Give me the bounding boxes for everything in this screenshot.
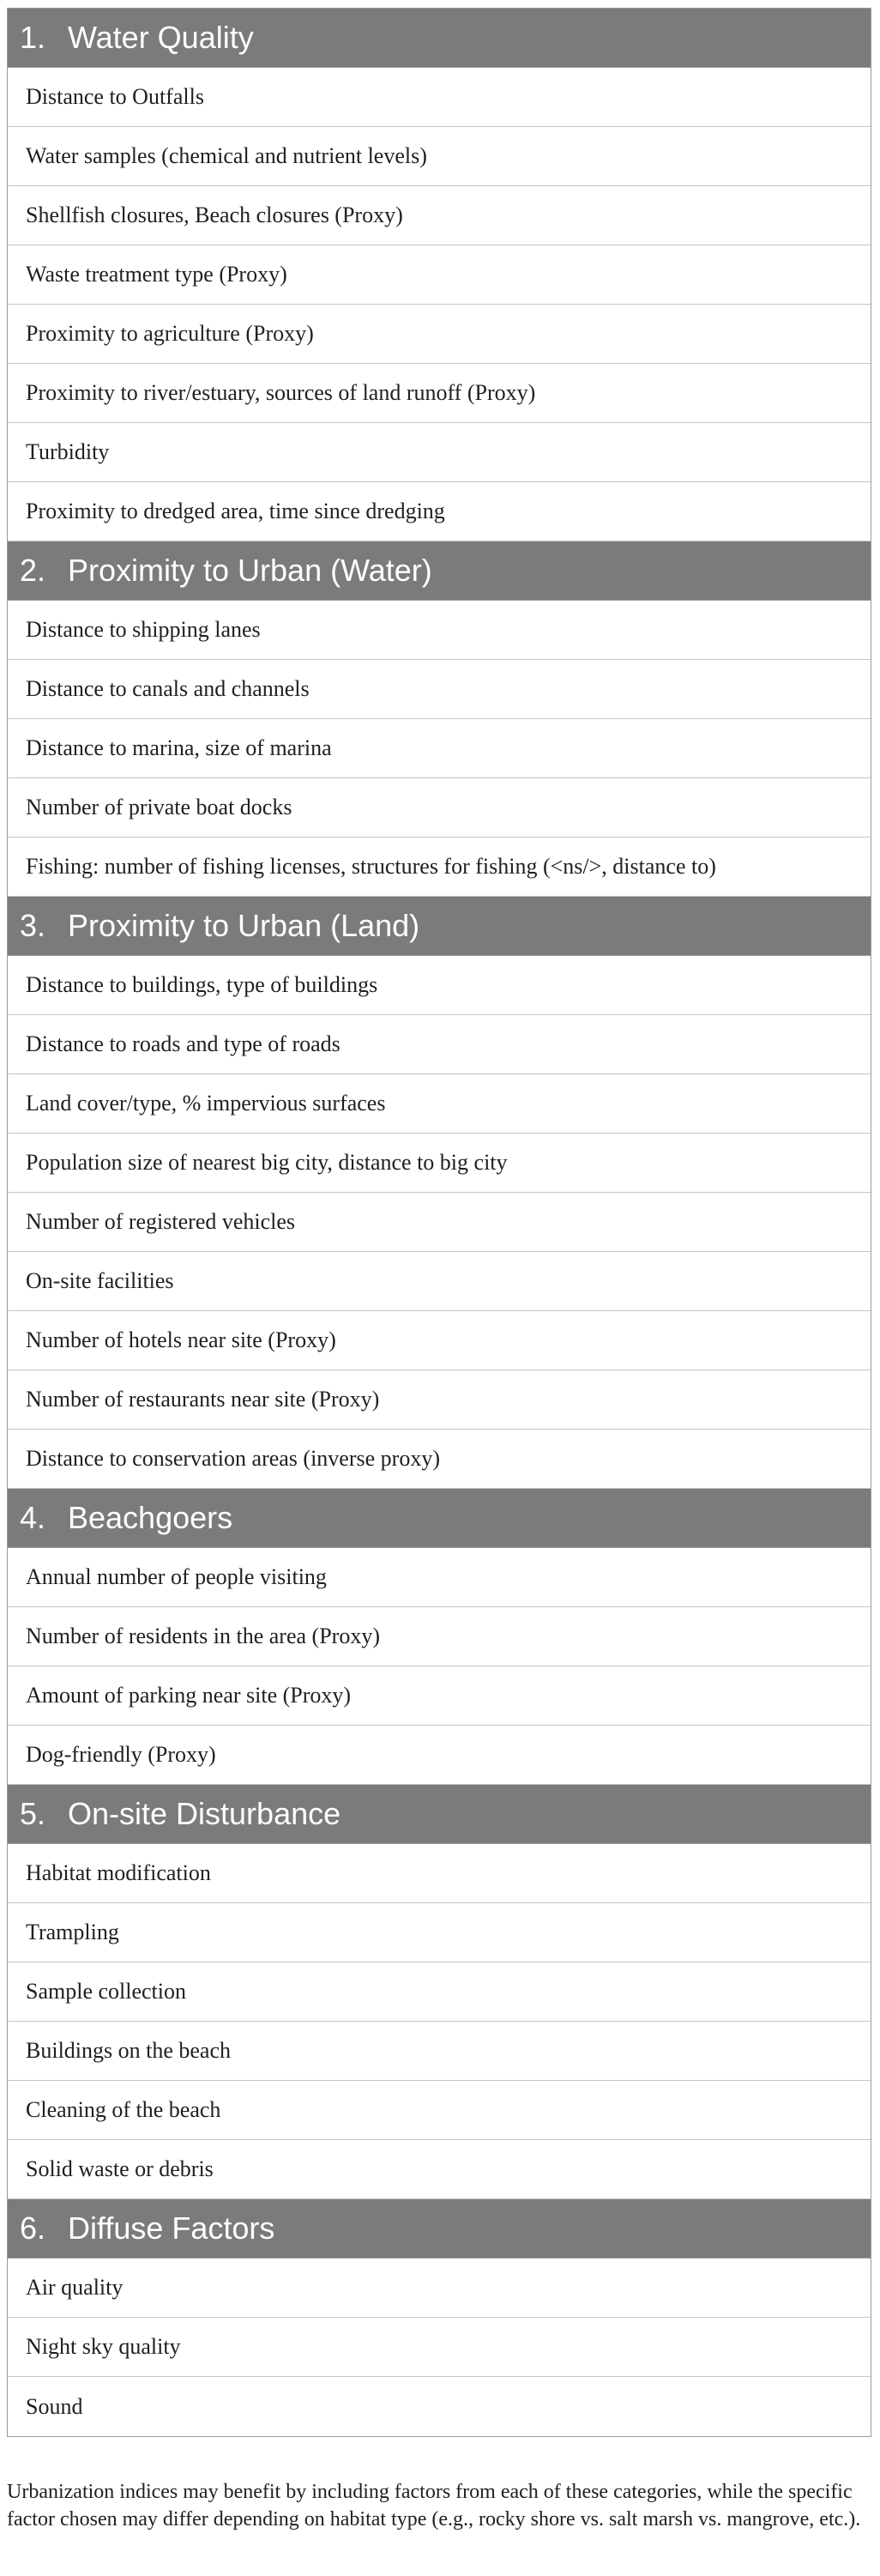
category-section (8, 9, 871, 541)
category-header (8, 2199, 871, 2259)
factor-row: Distance to shipping lanes (8, 601, 871, 660)
category-title: Diffuse Factors (68, 2210, 275, 2246)
category-title: Proximity to Urban (Water) (68, 553, 432, 588)
category-header (8, 9, 871, 68)
category-header (8, 897, 871, 956)
category-header (8, 1489, 871, 1548)
factor-row: Buildings on the beach (8, 2022, 871, 2081)
category-title: Beachgoers (68, 1500, 233, 1535)
category-title: Water Quality (68, 20, 254, 55)
category-number: 4. (20, 1500, 46, 1535)
category-section (8, 2199, 871, 2436)
factor-row: Shellfish closures, Beach closures (Proxy) (8, 186, 871, 245)
category-title: Proximity to Urban (Land) (68, 908, 420, 943)
factor-row: Number of private boat docks (8, 778, 871, 838)
category-header (8, 541, 871, 601)
category-number: 6. (20, 2210, 46, 2246)
factor-row: Turbidity (8, 423, 871, 482)
category-section (8, 541, 871, 897)
factor-row: Amount of parking near site (Proxy) (8, 1666, 871, 1726)
factors-table (7, 8, 871, 2437)
category-number: 2. (20, 553, 46, 588)
factor-row: Number of registered vehicles (8, 1193, 871, 1252)
factor-row: Cleaning of the beach (8, 2081, 871, 2140)
factor-row: Habitat modification (8, 1844, 871, 1903)
factor-row: Number of restaurants near site (Proxy) (8, 1370, 871, 1430)
factor-row: Number of residents in the area (Proxy) (8, 1607, 871, 1666)
category-section (8, 897, 871, 1489)
category-number: 5. (20, 1796, 46, 1831)
factor-row: Distance to marina, size of marina (8, 719, 871, 778)
factor-row: Night sky quality (8, 2318, 871, 2377)
factor-row: Sample collection (8, 1962, 871, 2022)
category-title: On-site Disturbance (68, 1796, 341, 1831)
factor-row: Distance to conservation areas (inverse proxy) (8, 1430, 871, 1489)
factor-row: Distance to buildings, type of buildings (8, 956, 871, 1015)
factor-row: Distance to roads and type of roads (8, 1015, 871, 1074)
factor-row: Water samples (chemical and nutrient levels) (8, 127, 871, 186)
factor-row: Sound (26, 2393, 83, 2419)
factor-row: Land cover/type, % impervious surfaces (8, 1074, 871, 1134)
factor-row: Proximity to river/estuary, sources of land runoff (Proxy) (8, 364, 871, 423)
category-number: 3. (20, 908, 46, 943)
category-number: 1. (20, 20, 46, 55)
category-section (8, 1785, 871, 2199)
factor-row: Number of hotels near site (Proxy) (8, 1311, 871, 1370)
factor-row: Population size of nearest big city, distance to big city (8, 1134, 871, 1193)
factor-row: Solid waste or debris (8, 2140, 871, 2199)
category-header (8, 1785, 871, 1844)
factor-row: Distance to Outfalls (8, 68, 871, 127)
factor-row: Dog-friendly (Proxy) (8, 1726, 871, 1785)
factor-row: Annual number of people visiting (8, 1548, 871, 1607)
factor-row: Air quality (8, 2259, 871, 2318)
table-footnote: Urbanization indices may benefit by including factors from each of these categories, while the specific factor chosen may differ depending on habitat type (e.g., rocky shore vs. salt marsh vs. mangrove, etc.). (7, 2481, 861, 2531)
factor-row: Waste treatment type (Proxy) (8, 245, 871, 305)
factor-row: Distance to canals and channels (8, 660, 871, 719)
factor-row: Trampling (8, 1903, 871, 1962)
factor-row: Fishing: number of fishing licenses, structures for fishing (<ns/>, distance to) (8, 838, 871, 897)
factor-row: Proximity to agriculture (Proxy) (8, 305, 871, 364)
factor-row: On-site facilities (8, 1252, 871, 1311)
category-section (8, 1489, 871, 1785)
factor-row: Proximity to dredged area, time since dredging (8, 482, 871, 541)
